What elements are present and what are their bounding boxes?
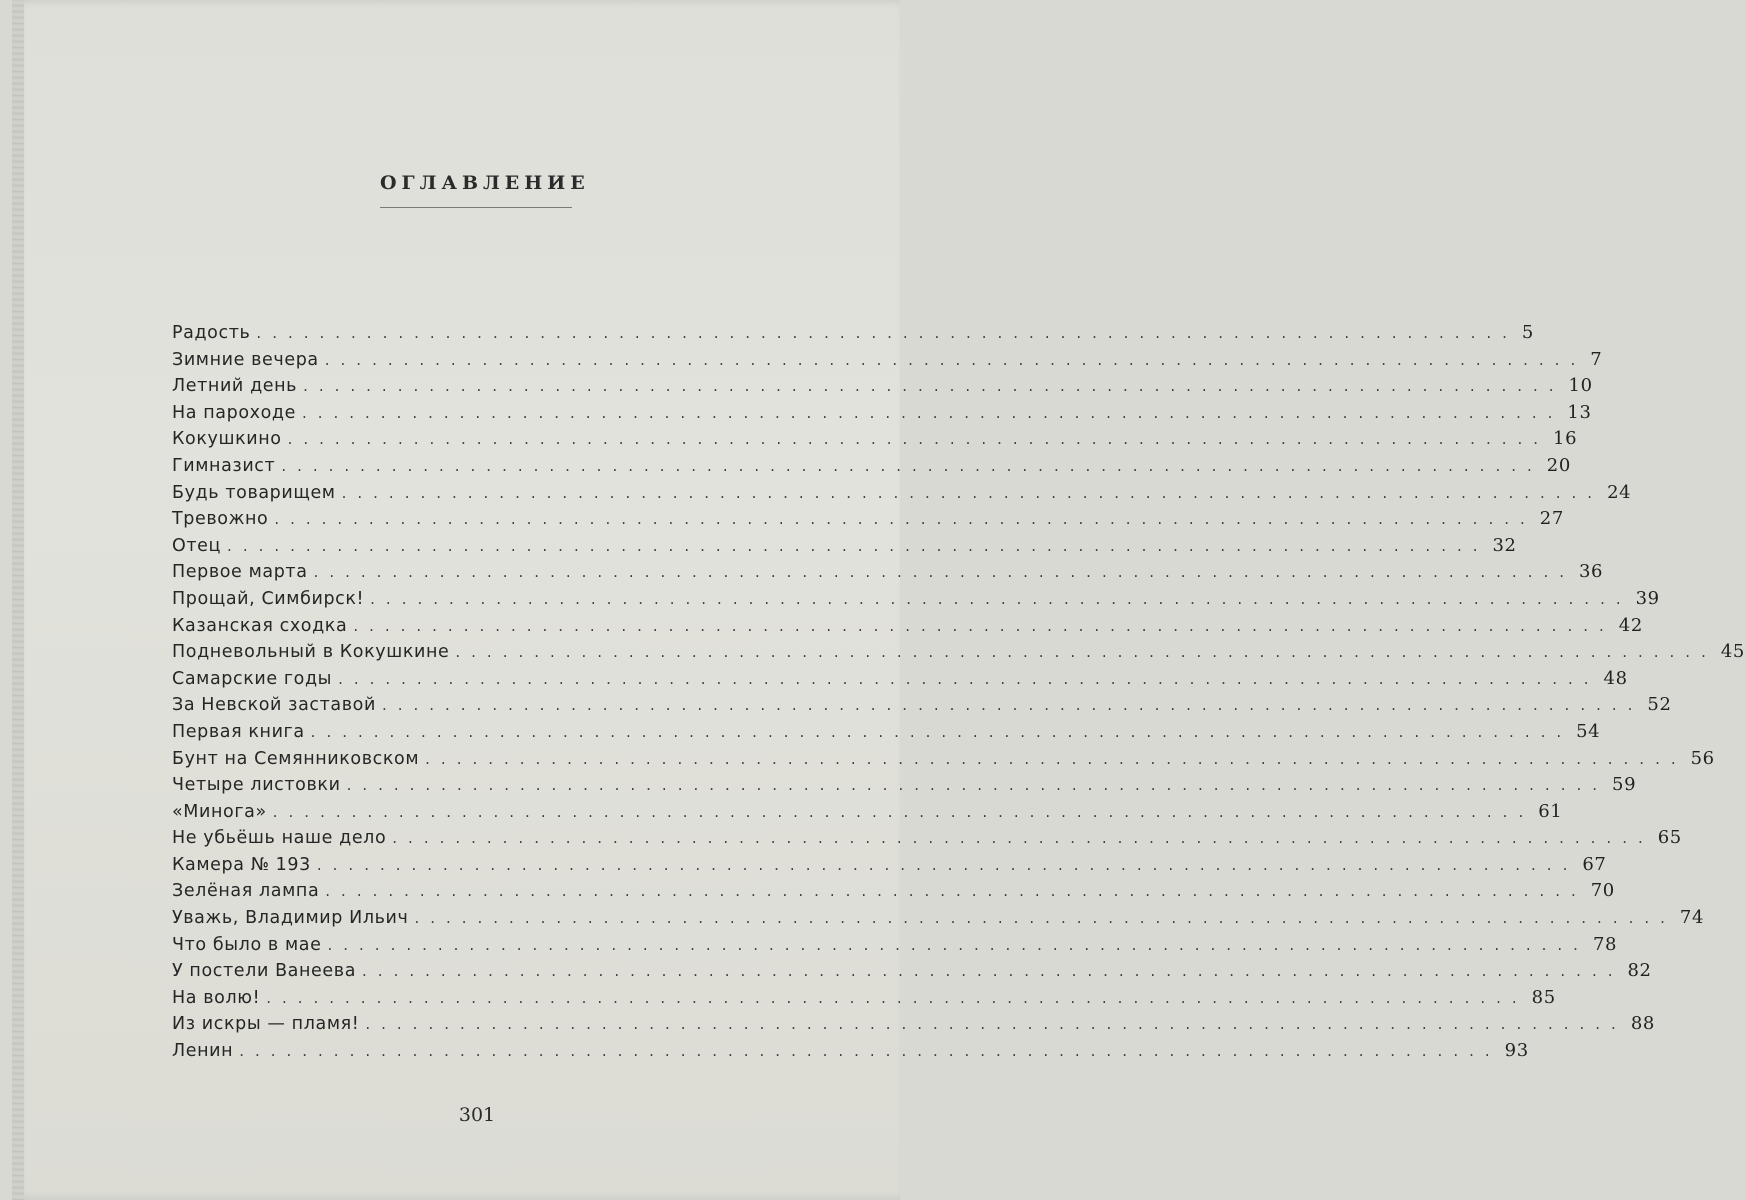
- dot-leader: ................................................................................: [256, 324, 1518, 342]
- toc-entry-title: Первое марта: [172, 562, 308, 583]
- toc-entry-page: 61: [1538, 800, 1563, 822]
- heading-rule: [380, 207, 572, 208]
- dot-leader: ................................................................................: [324, 350, 1587, 369]
- toc-entry-page: 52: [1647, 694, 1672, 716]
- dot-leader: ................................................................................: [227, 536, 1489, 555]
- dot-leader: ................................................................................: [425, 749, 1687, 768]
- toc-entry-title: На пароходе: [172, 402, 296, 423]
- toc-entry-title: Зелёная лампа: [172, 881, 320, 902]
- toc-entry: [172, 426, 1578, 453]
- toc-entry-page: 32: [1492, 534, 1517, 556]
- toc-entry-page: 85: [1531, 986, 1556, 1008]
- dot-leader: ................................................................................: [381, 696, 1644, 715]
- toc-entry-title: Первая книга: [172, 721, 305, 742]
- toc-entry-page: 10: [1568, 375, 1593, 397]
- toc-entry: [172, 1011, 1655, 1038]
- toc-entry-page: 13: [1567, 401, 1592, 423]
- toc-entry-page: 45: [1720, 641, 1745, 663]
- dot-leader: ................................................................................: [274, 510, 1536, 529]
- toc-entry: [172, 932, 1618, 959]
- dot-leader: ................................................................................: [313, 563, 1575, 582]
- toc-entry-page: 67: [1582, 853, 1607, 875]
- toc-entry: [172, 825, 1682, 852]
- toc-entry-title: Четыре листовки: [172, 775, 341, 796]
- book-page: [12, 0, 1745, 1200]
- toc-heading: ОГЛАВЛЕНИЕ: [380, 172, 590, 194]
- toc-entry-title: Зимние вечера: [172, 349, 319, 370]
- toc-entry: [172, 613, 1643, 640]
- dot-leader: ................................................................................: [310, 722, 1573, 741]
- toc-entry: [172, 692, 1672, 719]
- toc-entry-page: 74: [1679, 907, 1705, 929]
- toc-entry: [172, 453, 1571, 480]
- toc-entry-page: 70: [1590, 880, 1615, 902]
- toc-entry-page: 78: [1592, 933, 1618, 955]
- dot-leader: ................................................................................: [353, 616, 1615, 635]
- toc-entry: [172, 985, 1556, 1012]
- toc-entry-page: 16: [1553, 428, 1578, 450]
- toc-entry-page: 39: [1635, 587, 1660, 609]
- toc-entry-page: 27: [1539, 508, 1564, 530]
- dot-leader: ................................................................................: [301, 403, 1564, 422]
- toc-entry-page: 7: [1590, 348, 1603, 370]
- dot-leader: ................................................................................: [287, 430, 1550, 449]
- dot-leader: ................................................................................: [365, 1015, 1627, 1034]
- table-of-contents: [172, 320, 1745, 1065]
- toc-entry-title: Отец: [172, 535, 222, 556]
- toc-entry-page: 93: [1504, 1040, 1529, 1062]
- toc-entry-page: 54: [1576, 720, 1601, 742]
- toc-entry-page: 65: [1657, 827, 1682, 849]
- toc-entry: [172, 719, 1601, 746]
- dot-leader: ................................................................................: [316, 855, 1579, 874]
- dot-leader: ................................................................................: [370, 589, 1632, 608]
- dot-leader: ................................................................................: [266, 988, 1528, 1007]
- toc-entry: [172, 772, 1637, 799]
- toc-entry: [172, 666, 1628, 693]
- toc-entry-title: Камера № 193: [172, 854, 311, 875]
- toc-entry-page: 36: [1579, 561, 1604, 583]
- toc-entry: [172, 586, 1660, 613]
- toc-entry-title: Казанская сходка: [172, 615, 348, 636]
- toc-entry: [172, 400, 1592, 427]
- dot-leader: ................................................................................: [362, 962, 1624, 981]
- dot-leader: ................................................................................: [341, 483, 1604, 502]
- toc-entry-page: 82: [1627, 960, 1652, 982]
- toc-entry: [172, 905, 1705, 932]
- toc-entry-title: Подневольный в Кокушкине: [172, 642, 450, 663]
- dot-leader: ................................................................................: [272, 802, 1535, 821]
- toc-entry-page: 56: [1690, 747, 1715, 769]
- dot-leader: ................................................................................: [414, 909, 1676, 928]
- toc-entry: [172, 533, 1517, 560]
- toc-entry: [172, 559, 1604, 586]
- toc-entry-title: Из искры — пламя!: [172, 1014, 360, 1035]
- toc-entry-title: «Минога»: [172, 801, 267, 822]
- toc-entry-title: На волю!: [172, 987, 261, 1008]
- toc-entry: [172, 373, 1593, 400]
- toc-entry-page: 48: [1603, 667, 1628, 689]
- dot-leader: ................................................................................: [303, 377, 1565, 396]
- toc-entry: [172, 1038, 1529, 1065]
- toc-entry: [172, 746, 1715, 773]
- toc-entry-title: Тревожно: [172, 509, 269, 530]
- dot-leader: ................................................................................: [327, 935, 1589, 954]
- dot-leader: ................................................................................: [281, 456, 1543, 475]
- toc-entry-title: Гимназист: [172, 455, 276, 476]
- toc-entry: [172, 639, 1745, 666]
- dot-leader: ................................................................................: [392, 829, 1654, 848]
- toc-entry-title: Будь товарищем: [172, 482, 336, 503]
- toc-entry-page: 20: [1546, 454, 1571, 476]
- toc-entry: [172, 852, 1607, 879]
- toc-entry: [172, 480, 1632, 507]
- toc-entry-title: Что было в мае: [172, 934, 322, 955]
- toc-entry-title: Уважь, Владимир Ильич: [172, 908, 409, 929]
- toc-entry-title: Радость: [172, 323, 251, 343]
- toc-entry-title: Летний день: [172, 376, 298, 397]
- toc-entry-title: Ленин: [172, 1041, 234, 1062]
- toc-entry-page: 59: [1612, 774, 1637, 796]
- dot-leader: ................................................................................: [325, 882, 1587, 901]
- toc-entry-title: У постели Ванеева: [172, 961, 357, 982]
- toc-entry: [172, 799, 1563, 826]
- dot-leader: ................................................................................: [455, 643, 1717, 662]
- dot-leader: ................................................................................: [338, 669, 1600, 688]
- toc-entry-title: Самарские годы: [172, 668, 333, 689]
- toc-entry-page: 24: [1607, 481, 1632, 503]
- page-edge: [12, 0, 24, 1200]
- toc-entry-title: Кокушкино: [172, 429, 282, 450]
- toc-entry: [172, 958, 1652, 985]
- page-number: 301: [458, 1104, 496, 1126]
- dot-leader: ................................................................................: [239, 1042, 1501, 1061]
- dot-leader: ................................................................................: [346, 776, 1609, 795]
- toc-entry-page: 42: [1618, 614, 1643, 636]
- toc-entry: [172, 506, 1564, 533]
- toc-entry-title: Не убьёшь наше дело: [172, 828, 387, 849]
- toc-entry: [172, 347, 1603, 374]
- toc-entry-title: Прощай, Симбирск!: [172, 588, 365, 609]
- toc-entry-title: За Невской заставой: [172, 695, 376, 716]
- toc-entry: [172, 878, 1615, 905]
- toc-entry-title: Бунт на Семянниковском: [172, 748, 420, 769]
- toc-entry: [172, 320, 1534, 347]
- toc-entry-page: 5: [1521, 322, 1534, 343]
- toc-entry-page: 88: [1630, 1013, 1655, 1035]
